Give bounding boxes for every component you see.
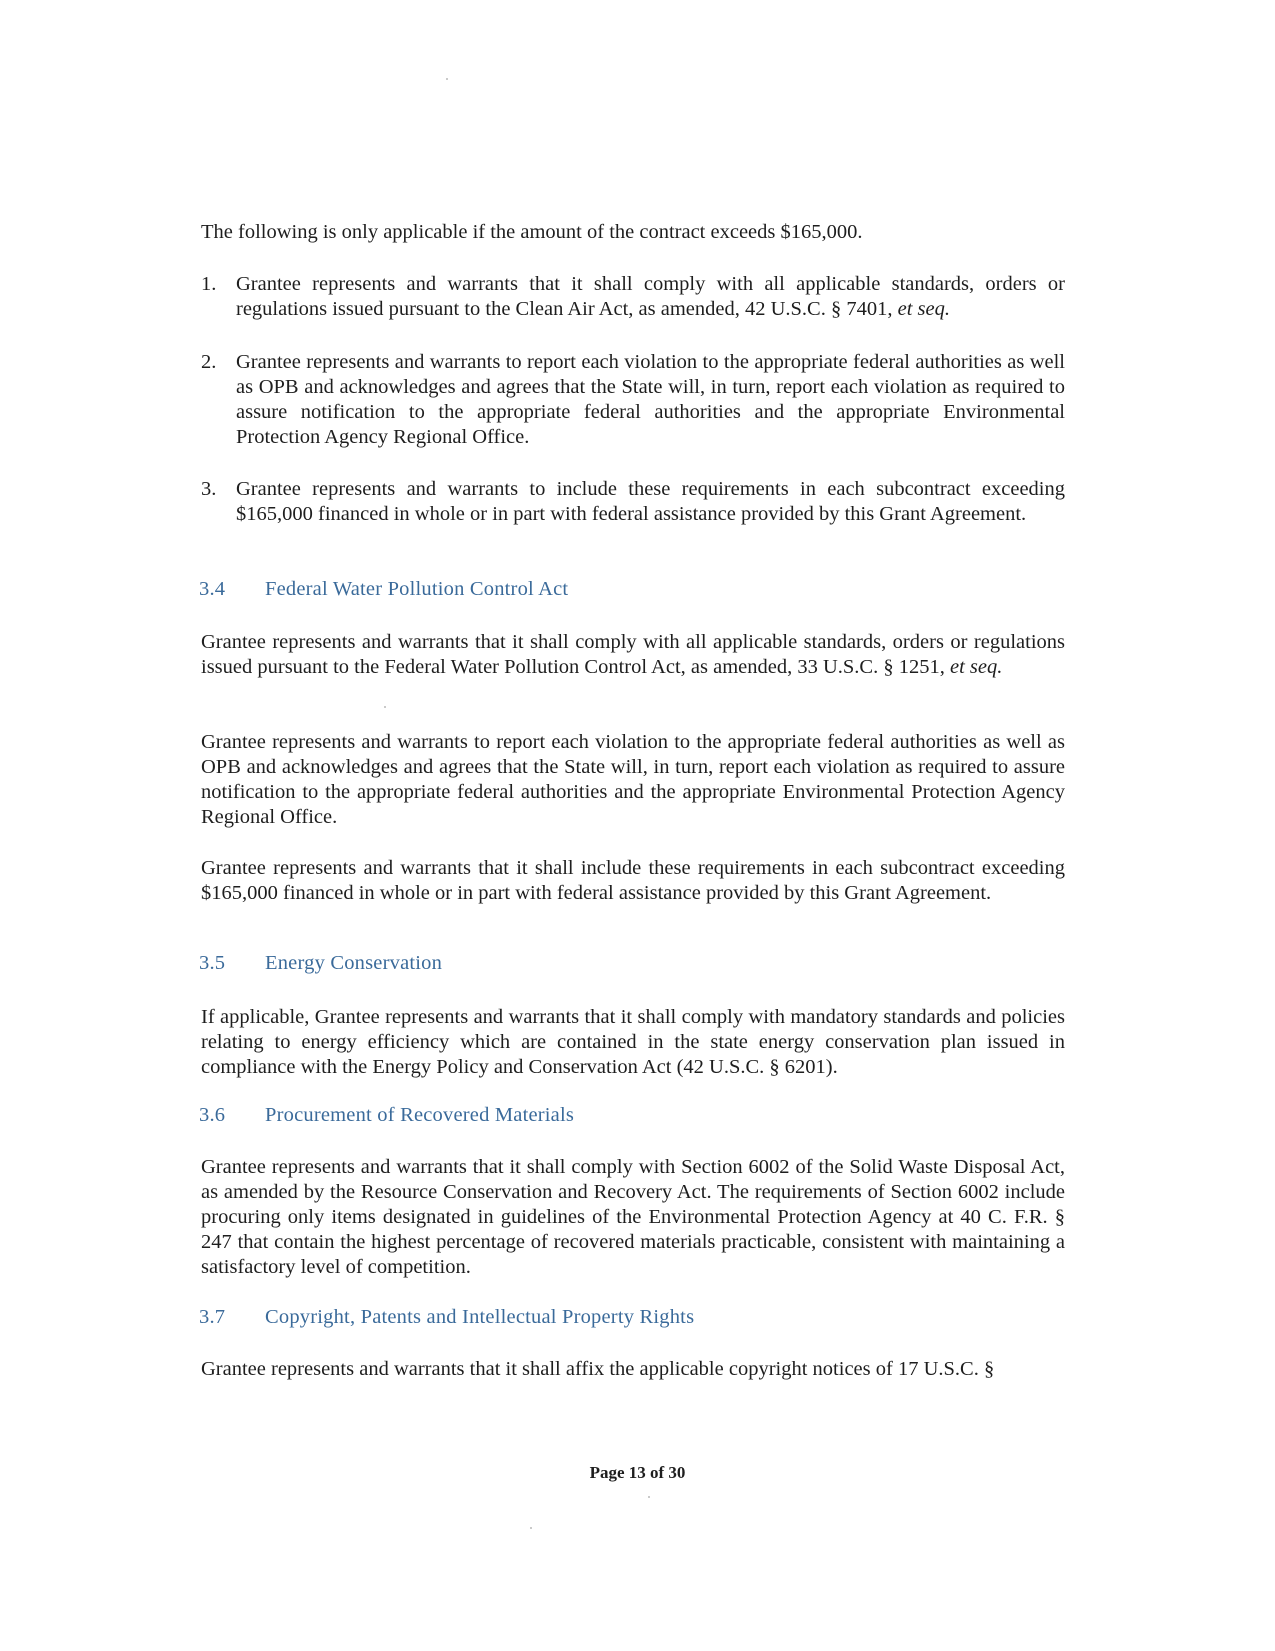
section-heading-3-4 <box>199 577 568 602</box>
paragraph-text: Grantee represents and warrants that it shall comply with all applicable standards, orders or regulations issued pursuant to the Federal Water Pollution Control Act, as amended, 33 U.S.C. § 1251, <box>201 631 1065 678</box>
list-item-text: Grantee represents and warrants to include these requirements in each subcontract exceeding $165,000 financed in whole or in part with federal assistance provided by this Grant Agreement. <box>236 478 1065 525</box>
scan-speck <box>648 1496 650 1498</box>
list-item-text: Grantee represents and warrants that it shall comply with all applicable standards, orders or regulations issued pursuant to the Clean Air Act, as amended, 42 U.S.C. § 7401, <box>236 273 1065 320</box>
list-item-number: 2. <box>201 351 217 373</box>
intro-paragraph: The following is only applicable if the amount of the contract exceeds $165,000. <box>201 221 863 243</box>
section-number: 3.7 <box>199 1306 226 1328</box>
section-heading-3-6 <box>199 1103 574 1128</box>
section-title: Procurement of Recovered Materials <box>265 1104 575 1126</box>
list-item-number: 1. <box>201 273 217 295</box>
list-item-body <box>236 350 1065 450</box>
scan-speck <box>384 706 386 708</box>
list-item <box>201 350 1065 450</box>
section-paragraph: Grantee represents and warrants to report each violation to the appropriate federal authorities as well as OPB and acknowledges and agrees that the State will, in turn, report each violation as required to assure notification to the appropriate federal authorities and the appropriate Environmental Protection Agency Regional Office. <box>201 731 1065 828</box>
section-paragraph: Grantee represents and warrants that it shall include these requirements in each subcontract exceeding $165,000 financed in whole or in part with federal assistance provided by this Grant Agreement. <box>201 857 1065 904</box>
scan-speck <box>446 78 448 80</box>
paragraph-italic: et seq. <box>949 656 1003 678</box>
section-heading-3-5 <box>199 951 442 976</box>
scan-speck <box>530 1527 532 1529</box>
section-title: Energy Conservation <box>265 952 443 974</box>
list-item <box>201 272 1065 322</box>
list-item-body <box>236 477 1065 527</box>
list-item-text: Grantee represents and warrants to report each violation to the appropriate federal authorities as well as OPB and acknowledges and agrees that the State will, in turn, report each violation as required to assure notification to the appropriate federal authorities and the appropriate Environmental Protection Agency Regional Office. <box>236 351 1065 448</box>
list-item-italic: et seq. <box>897 298 950 320</box>
section-title: Federal Water Pollution Control Act <box>265 578 569 600</box>
section-heading-3-7 <box>199 1305 694 1330</box>
list-item <box>201 477 1065 527</box>
section-paragraph <box>201 630 1065 680</box>
list-item-body <box>236 272 1065 322</box>
section-paragraph: If applicable, Grantee represents and warrants that it shall comply with mandatory standards and policies relating to energy efficiency which are contained in the state energy conservation plan issued in compliance with the Energy Policy and Conservation Act (42 U.S.C. § 6201). <box>201 1006 1065 1078</box>
section-number: 3.5 <box>199 952 226 974</box>
section-paragraph: Grantee represents and warrants that it shall comply with Section 6002 of the Solid Waste Disposal Act, as amended by the Resource Conservation and Recovery Act. The requirements of Section 6002 include procuring only items designated in guidelines of the Environmental Protection Agency at 40 C. F.R. § 247 that contain the highest percentage of recovered materials practicable, consistent with maintaining a satisfactory level of competition. <box>201 1156 1065 1278</box>
section-number: 3.4 <box>199 578 226 600</box>
section-title: Copyright, Patents and Intellectual Property Rights <box>265 1306 695 1328</box>
section-paragraph: Grantee represents and warrants that it shall affix the applicable copyright notices of 17 U.S.C. § <box>201 1358 995 1380</box>
list-item-number: 3. <box>201 478 217 500</box>
page-number: Page 13 of 30 <box>589 1463 686 1482</box>
section-number: 3.6 <box>199 1104 226 1126</box>
